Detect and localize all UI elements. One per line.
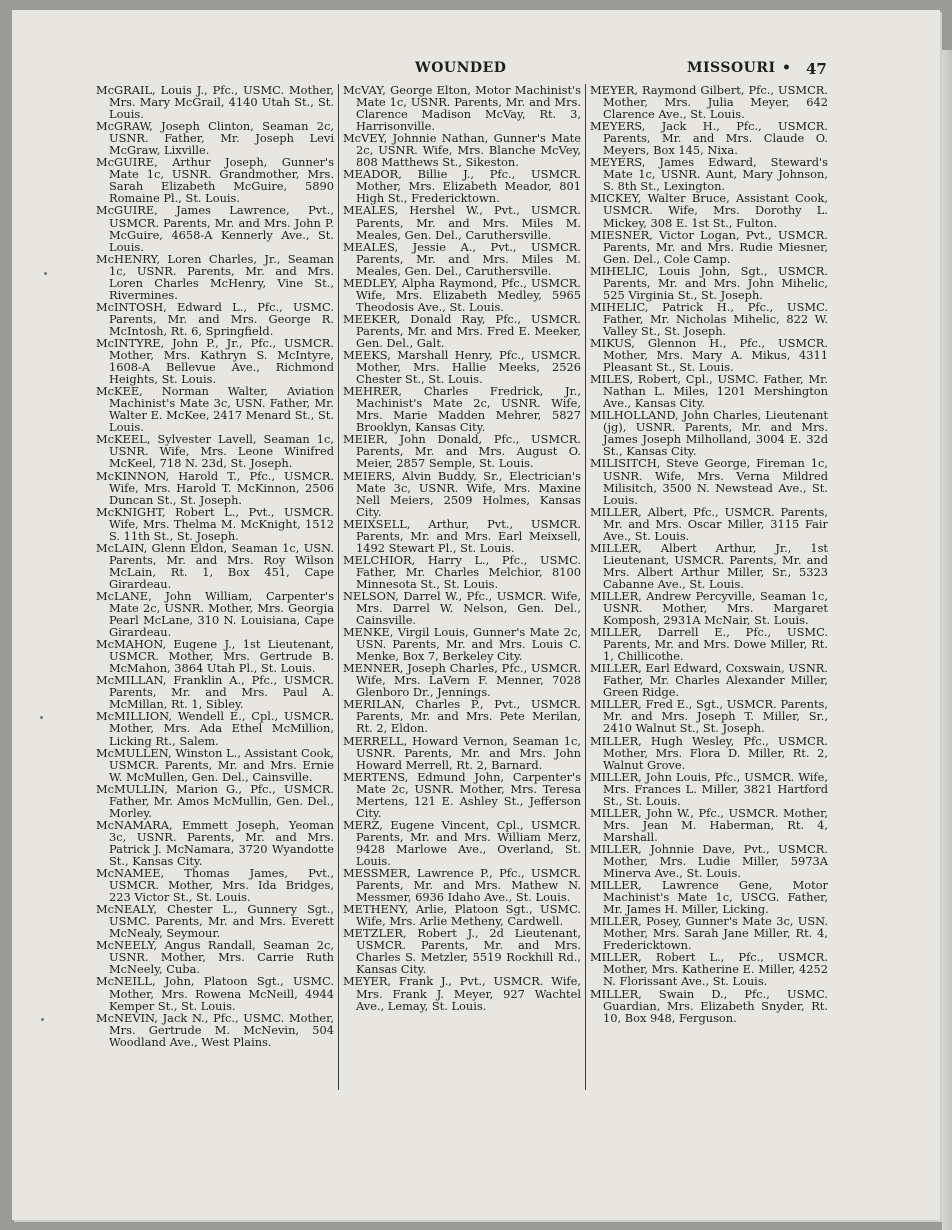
casualty-entry: MEHRER, Charles Fredrick, Jr., Machinist's Mate 2c, USNR. Wife, Mrs. Marie Madden Mehrer, 5827 Brooklyn, Kansas City.	[343, 384, 581, 435]
casualty-entry: MILLER, Fred E., Sgt., USMCR. Parents, Mr. and Mrs. Joseph T. Miller, Sr., 2410 Walnut St., St. Joseph.	[590, 697, 828, 736]
casualty-entry: MEYER, Raymond Gilbert, Pfc., USMCR. Mother, Mrs. Julia Meyer, 642 Clarence Ave., St. Louis.	[590, 83, 828, 122]
casualty-entry: MEADOR, Billie J., Pfc., USMCR. Mother, Mrs. Elizabeth Meador, 801 High St., Fredericktown.	[343, 167, 581, 206]
casualty-entry: MEIERS, Alvin Buddy, Sr., Electrician's Mate 3c, USNR. Wife, Mrs. Maxine Nell Meiers, 2509 Holmes, Kansas City.	[343, 468, 581, 519]
column-1	[96, 84, 334, 1048]
casualty-entry: McMILLION, Wendell E., Cpl., USMCR. Mother, Mrs. Ada Ethel McMillion, Licking Rt., Salem.	[96, 709, 334, 748]
casualty-entry: MILLER, John Louis, Pfc., USMCR. Wife, Mrs. Frances L. Miller, 3821 Hartford St., St. Louis.	[590, 769, 828, 808]
casualty-entry: MEIXSELL, Arthur, Pvt., USMCR. Parents, Mr. and Mrs. Earl Meixsell, 1492 Stewart Pl., St. Louis.	[343, 516, 581, 555]
casualty-entry: McGRAIL, Louis J., Pfc., USMC. Mother, Mrs. Mary McGrail, 4140 Utah St., St. Louis.	[96, 83, 334, 122]
casualty-entry: McLAIN, Glenn Eldon, Seaman 1c, USN. Parents, Mr. and Mrs. Roy Wilson McLain, Rt. 1, Box 451, Cape Girardeau.	[96, 540, 334, 591]
column-2	[343, 84, 581, 1012]
casualty-entry: MIHELIC, Patrick H., Pfc., USMC. Father, Mr. Nicholas Mihelic, 822 W. Valley St., St. Joseph.	[590, 299, 828, 338]
casualty-entry: McINTOSH, Edward L., Pfc., USMC. Parents, Mr. and Mrs. George R. McIntosh, Rt. 6, Springfield.	[96, 299, 334, 338]
casualty-entry: MILLER, Hugh Wesley, Pfc., USMCR. Mother, Mrs. Flora D. Miller, Rt. 2, Walnut Grove.	[590, 733, 828, 772]
casualty-entry: METHENY, Arlie, Platoon Sgt., USMC. Wife, Mrs. Arlie Metheny, Cardwell.	[343, 902, 581, 929]
casualty-entry: McKEE, Norman Walter, Aviation Machinist's Mate 3c, USN. Father, Mr. Walter E. McKee, 2417 Menard St., St. Louis.	[96, 384, 334, 435]
casualty-entry: McMULLIN, Marion G., Pfc., USMCR. Father, Mr. Amos McMullin, Gen. Del., Morley.	[96, 781, 334, 820]
casualty-entry: MESSMER, Lawrence P., Pfc., USMCR. Parents, Mr. and Mrs. Mathew N. Messmer, 6936 Idaho Ave., St. Louis.	[343, 866, 581, 905]
casualty-entry: MILLER, John W., Pfc., USMCR. Mother, Mrs. Jean M. Haberman, Rt. 4, Marshall.	[590, 805, 828, 844]
casualty-entry: McNEALY, Chester L., Gunnery Sgt., USMC. Parents, Mr. and Mrs. Everett McNealy, Seymour.	[96, 902, 334, 941]
casualty-entry: MILISITCH, Steve George, Fireman 1c, USNR. Wife, Mrs. Verna Mildred Milisitch, 3500 N. Newstead Ave., St. Louis.	[590, 456, 828, 507]
casualty-entry: MICKEY, Walter Bruce, Assistant Cook, USMCR. Wife, Mrs. Dorothy L. Mickey, 308 E. 1st St., Fulton.	[590, 191, 828, 230]
casualty-entry: MILLER, Albert, Pfc., USMCR. Parents, Mr. and Mrs. Oscar Miller, 3115 Fair Ave., St. Louis.	[590, 504, 828, 543]
casualty-entry: McNEILL, John, Platoon Sgt., USMC. Mother, Mrs. Rowena McNeill, 4944 Kemper St., St. Louis.	[96, 974, 334, 1013]
casualty-entry: MILLER, Andrew Percyville, Seaman 1c, USNR. Mother, Mrs. Margaret Komposh, 2931A McNair, St. Louis.	[590, 588, 828, 628]
casualty-entry: MEALES, Hershel W., Pvt., USMCR. Parents, Mr. and Mrs. Miles M. Meales, Gen. Del., Caruthersville.	[343, 203, 581, 242]
scan-speck	[44, 272, 47, 275]
casualty-entry: MILLER, Albert Arthur, Jr., 1st Lieutenant, USMCR. Parents, Mr. and Mrs. Albert Arthur Miller, Sr., 5323 Cabanne Ave., St. Louis.	[590, 540, 828, 591]
casualty-entry: McLANE, John William, Carpenter's Mate 2c, USNR. Mother, Mrs. Georgia Pearl McLane, 310 N. Louisiana, Cape Girardeau.	[96, 588, 334, 640]
casualty-entry: McNEELY, Angus Randall, Seaman 2c, USNR. Mother, Mrs. Carrie Ruth McNeely, Cuba.	[96, 938, 334, 977]
casualty-entry: McNEVIN, Jack N., Pfc., USMC. Mother, Mrs. Gertrude M. McNevin, 504 Woodland Ave., West Plains.	[96, 1010, 334, 1049]
casualty-entry: MEYERS, Jack H., Pfc., USMCR. Parents, Mr. and Mrs. Claude O. Meyers, Box 145, Nixa.	[590, 119, 828, 158]
casualty-entry: McKNIGHT, Robert L., Pvt., USMCR. Wife, Mrs. Thelma M. McKnight, 1512 S. 11th St., St. Joseph.	[96, 504, 334, 543]
casualty-entry: McGUIRE, James Lawrence, Pvt., USMCR. Parents, Mr. and Mrs. John P. McGuire, 4658-A Kennerly Ave., St. Louis.	[96, 203, 334, 254]
casualty-entry: MERRELL, Howard Vernon, Seaman 1c, USNR. Parents, Mr. and Mrs. John Howard Merrell, Rt. 2, Barnard.	[343, 733, 581, 772]
casualty-entry: METZLER, Robert J., 2d Lieutenant, USMCR. Parents, Mr. and Mrs. Charles S. Metzler, 5519 Rockhill Rd., Kansas City.	[343, 926, 581, 977]
page-header	[90, 60, 830, 82]
casualty-entry: MEDLEY, Alpha Raymond, Pfc., USMCR. Wife, Mrs. Elizabeth Medley, 5965 Theodosis Ave., St. Louis.	[343, 275, 581, 314]
page-edge	[942, 50, 952, 1230]
casualty-entry: MILLER, Darrell E., Pfc., USMC. Parents, Mr. and Mrs. Dowe Miller, Rt. 1, Chillicothe.	[590, 625, 828, 664]
column-3	[590, 84, 828, 1024]
casualty-entry: MILLER, Lawrence Gene, Motor Machinist's Mate 1c, USCG. Father, Mr. James H. Miller, Licking.	[590, 878, 828, 917]
casualty-entry: McHENRY, Loren Charles, Jr., Seaman 1c, USNR. Parents, Mr. and Mrs. Loren Charles McHenry, Vine St., Rivermines.	[96, 251, 334, 302]
casualty-entry: MEIER, John Donald, Pfc., USMCR. Parents, Mr. and Mrs. August O. Meier, 2857 Semple, St. Louis.	[343, 432, 581, 471]
casualty-entry: NELSON, Darrel W., Pfc., USMCR. Wife, Mrs. Darrel W. Nelson, Gen. Del., Cainsville.	[343, 588, 581, 628]
casualty-entry: MEEKER, Donald Ray, Pfc., USMCR. Parents, Mr. and Mrs. Fred E. Meeker, Gen. Del., Galt.	[343, 311, 581, 350]
state-title: MISSOURI	[687, 60, 776, 76]
page-number: 47	[806, 60, 827, 78]
scan-speck	[41, 1018, 44, 1021]
casualty-entry: McKEEL, Sylvester Lavell, Seaman 1c, USNR. Wife, Mrs. Leone Winifred McKeel, 718 N. 23d, St. Joseph.	[96, 432, 334, 471]
casualty-entry: MENNER, Joseph Charles, Pfc., USMCR. Wife, Mrs. LaVern F. Menner, 7028 Glenboro Dr., Jennings.	[343, 661, 581, 700]
casualty-entry: McGRAW, Joseph Clinton, Seaman 2c, USNR. Father, Mr. Joseph Levi McGraw, Lixville.	[96, 119, 334, 158]
casualty-entry: McMAHON, Eugene J., 1st Lieutenant, USMCR. Mother, Mrs. Gertrude B. McMahon, 3864 Utah Pl., St. Louis.	[96, 637, 334, 676]
casualty-entry: McMILLAN, Franklin A., Pfc., USMCR. Parents, Mr. and Mrs. Paul A. McMillan, Rt. 1, Sibley.	[96, 673, 334, 712]
casualty-entry: McNAMEE, Thomas James, Pvt., USMCR. Mother, Mrs. Ida Bridges, 223 Victor St., St. Louis.	[96, 866, 334, 905]
section-title: WOUNDED	[415, 60, 507, 76]
casualty-entry: MILLER, Posey, Gunner's Mate 3c, USN. Mother, Mrs. Sarah Jane Miller, Rt. 4, Fredericktown.	[590, 914, 828, 953]
casualty-entry: MILES, Robert, Cpl., USMC. Father, Mr. Nathan L. Miles, 1201 Mershington Ave., Kansas City.	[590, 372, 828, 411]
casualty-entry: McINTYRE, John P., Jr., Pfc., USMCR. Mother, Mrs. Kathryn S. McIntyre, 1608-A Bellevue Ave., Richmond Heights, St. Louis.	[96, 335, 334, 387]
casualty-entry: MEYER, Frank J., Pvt., USMCR. Wife, Mrs. Frank J. Meyer, 927 Wachtel Ave., Lemay, St. Louis.	[343, 974, 581, 1013]
casualty-entry: MILHOLLAND, John Charles, Lieutenant (jg), USNR. Parents, Mr. and Mrs. James Joseph Milholland, 3004 E. 32d St., Kansas City.	[590, 408, 828, 459]
casualty-entry: MEYERS, James Edward, Steward's Mate 1c, USNR. Aunt, Mary Johnson, S. 8th St., Lexington.	[590, 155, 828, 194]
casualty-entry: MEEKS, Marshall Henry, Pfc., USMCR. Mother, Mrs. Hallie Meeks, 2526 Chester St., St. Louis.	[343, 348, 581, 387]
casualty-entry: McNAMARA, Emmett Joseph, Yeoman 3c, USNR. Parents, Mr. and Mrs. Patrick J. McNamara, 3720 Wyandotte St., Kansas City.	[96, 817, 334, 868]
casualty-entry: McGUIRE, Arthur Joseph, Gunner's Mate 1c, USNR. Grandmother, Mrs. Sarah Elizabeth McGuire, 5890 Romaine Pl., St. Louis.	[96, 155, 334, 206]
casualty-entry: MENKE, Virgil Louis, Gunner's Mate 2c, USN. Parents, Mr. and Mrs. Louis C. Menke, Box 7, Berkeley City.	[343, 625, 581, 664]
casualty-entry: McVAY, George Elton, Motor Machinist's Mate 1c, USNR. Parents, Mr. and Mrs. Clarence Madison McVay, Rt. 3, Harrisonville.	[343, 83, 581, 134]
casualty-entry: McKINNON, Harold T., Pfc., USMCR. Wife, Mrs. Harold T. McKinnon, 2506 Duncan St., St. Joseph.	[96, 468, 334, 507]
scan-speck	[40, 716, 43, 719]
casualty-entry: MELCHIOR, Harry L., Pfc., USMC. Father, Mr. Charles Melchior, 8100 Minnesota St., St. Louis.	[343, 552, 581, 591]
casualty-entry: MIESNER, Victor Logan, Pvt., USMCR. Parents, Mr. and Mrs. Rudie Miesner, Gen. Del., Cole Camp.	[590, 227, 828, 266]
column-divider	[338, 84, 339, 1090]
header-bullet: •	[782, 60, 791, 76]
casualty-entry: MERZ, Eugene Vincent, Cpl., USMCR. Parents, Mr. and Mrs. William Merz, 9428 Marlowe Ave., Overland, St. Louis.	[343, 817, 581, 868]
casualty-entry: MIHELIC, Louis John, Sgt., USMCR. Parents, Mr. and Mrs. John Mihelic, 525 Virginia St., St. Joseph.	[590, 263, 828, 302]
casualty-entry: McVEY, Johnnie Nathan, Gunner's Mate 2c, USNR. Wife, Mrs. Blanche McVey, 808 Matthews St., Sikeston.	[343, 131, 581, 170]
casualty-entry: MERTENS, Edmund John, Carpenter's Mate 2c, USNR. Mother, Mrs. Teresa Mertens, 121 E. Ashley St., Jefferson City.	[343, 769, 581, 820]
casualty-entry: MILLER, Swain D., Pfc., USMC. Guardian, Mrs. Elizabeth Snyder, Rt. 10, Box 948, Ferguson.	[590, 986, 828, 1025]
casualty-entry: MERILAN, Charles P., Pvt., USMCR. Parents, Mr. and Mrs. Pete Merilan, Rt. 2, Eldon.	[343, 697, 581, 736]
casualty-entry: MEALES, Jessie A., Pvt., USMCR. Parents, Mr. and Mrs. Miles M. Meales, Gen. Del., Caruthersville.	[343, 239, 581, 278]
casualty-entry: MIKUS, Glennon H., Pfc., USMCR. Mother, Mrs. Mary A. Mikus, 4311 Pleasant St., St. Louis.	[590, 335, 828, 375]
casualty-entry: MILLER, Robert L., Pfc., USMCR. Mother, Mrs. Katherine E. Miller, 4252 N. Florissant Ave., St. Louis.	[590, 950, 828, 989]
casualty-entry: McMULLEN, Winston L., Assistant Cook, USMCR. Parents, Mr. and Mrs. Ernie W. McMullen, Gen. Del., Cainsville.	[96, 745, 334, 784]
column-divider	[585, 84, 586, 1090]
casualty-entry: MILLER, Earl Edward, Coxswain, USNR. Father, Mr. Charles Alexander Miller, Green Ridge.	[590, 661, 828, 700]
casualty-entry: MILLER, Johnnie Dave, Pvt., USMCR. Mother, Mrs. Ludie Miller, 5973A Minerva Ave., St. Louis.	[590, 841, 828, 881]
